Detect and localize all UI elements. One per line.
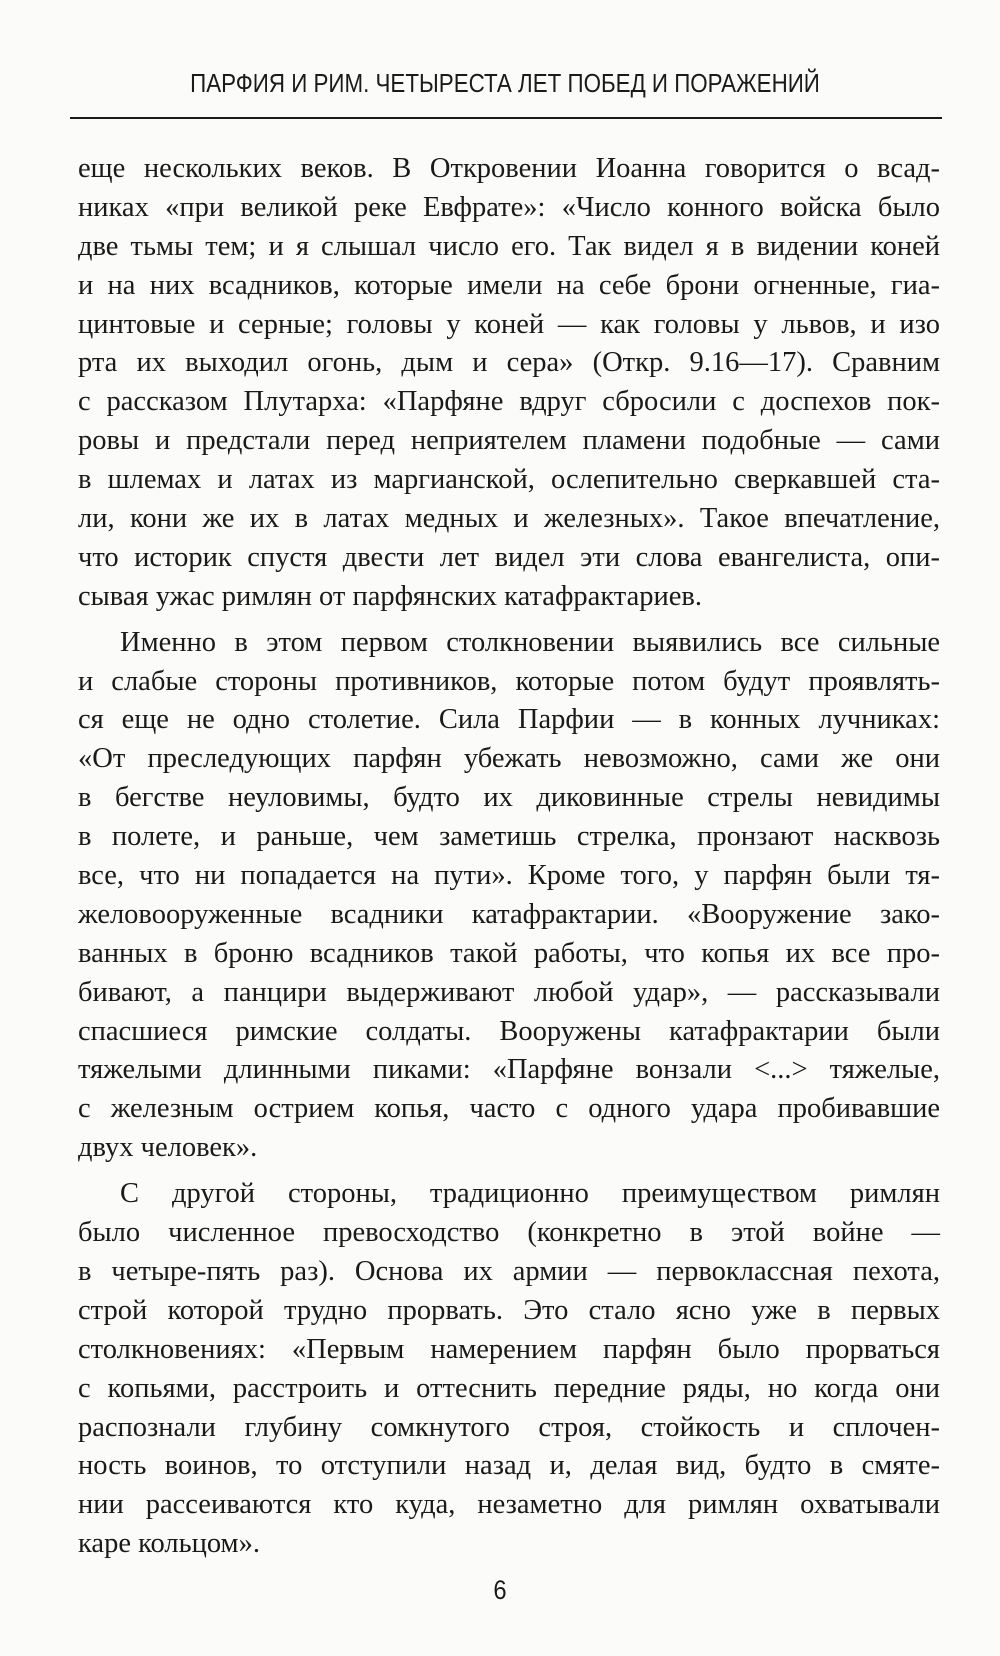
text-line: в шлемах и латах из маргианской, ослепительно сверкавшей ста-: [78, 464, 940, 496]
text-line: бивают, а панцири выдерживают любой удар», — рассказывали: [78, 976, 940, 1008]
text-line: было численное превосходство (конкретно в этой войне —: [78, 1217, 940, 1249]
text-line: С другой стороны, традиционно преимуществом римлян: [120, 1178, 940, 1210]
text-line: «От преследующих парфян убежать невозможно, сами же они: [78, 743, 940, 775]
text-line: цинтовые и серные; головы у коней — как головы у львов, и изо: [78, 308, 940, 340]
text-line: желовооруженные всадники катафрактарии. «Вооружение зако-: [78, 898, 940, 930]
text-line: с железным острием копья, часто с одного удара пробивавшие: [78, 1093, 940, 1125]
text-line: в бегстве неуловимы, будто их диковинные стрелы невидимы: [78, 782, 940, 814]
text-line: ся еще не одно столетие. Сила Парфии — в конных лучниках:: [78, 704, 940, 736]
text-line: ли, кони же их в латах медных и железных». Такое впечатление,: [78, 503, 940, 535]
paragraph-gap: [78, 1168, 940, 1175]
text-line: нии рассеиваются кто куда, незаметно для римлян охватывали: [78, 1489, 940, 1521]
text-line: каре кольцом».: [78, 1528, 260, 1560]
header-rule: [70, 117, 942, 119]
text-line: с рассказом Плутарха: «Парфяне вдруг сбросили с доспехов пок-: [78, 386, 940, 418]
paragraph-gap: [78, 617, 940, 624]
paragraph: [78, 1175, 940, 1564]
text-line: распознали глубину сомкнутого строя, стойкость и сплочен-: [78, 1411, 940, 1443]
text-line: еще нескольких веков. В Откровении Иоанна говорится о всад-: [78, 153, 940, 184]
paragraph: [78, 150, 940, 617]
text-line: и слабые стороны противников, которые потом будут проявлять-: [78, 665, 940, 697]
text-line: с копьями, расстроить и оттеснить передние ряды, но когда они: [78, 1372, 940, 1404]
text-line: ровы и предстали перед неприятелем пламени подобные — сами: [78, 425, 940, 457]
text-line: ность воинов, то отступили назад и, делая вид, будто в смяте-: [78, 1450, 940, 1482]
text-line: никах «при великой реке Евфрате»: «Число конного войска было: [78, 191, 940, 223]
page-number: 6: [493, 1575, 507, 1605]
text-line: тяжелыми длинными пиками: «Парфяне вонзали <...> тяжелые,: [78, 1054, 940, 1086]
body-text: [78, 150, 940, 1564]
text-line: в четыре-пять раз). Основа их армии — первоклассная пехота,: [78, 1255, 940, 1287]
text-line: сывая ужас римлян от парфянских катафрактариев.: [78, 580, 702, 612]
text-line: рта их выходил огонь, дым и сера» (Откр. 9.16—17). Сравним: [78, 347, 940, 379]
text-line: столкновениях: «Первым намерением парфян было прорваться: [78, 1333, 940, 1365]
paragraph: [78, 624, 940, 1168]
text-line: две тьмы тем; и я слышал число его. Так видел я в видении коней: [78, 230, 940, 262]
text-line: и на них всадников, которые имели на себе брони огненные, гиа-: [78, 269, 940, 301]
text-line: двух человек».: [78, 1132, 258, 1164]
text-line: спасшиеся римские солдаты. Вооружены катафрактарии были: [78, 1015, 940, 1047]
text-line: строй которой трудно прорвать. Это стало ясно уже в первых: [78, 1294, 940, 1326]
text-line: что историк спустя двести лет видел эти слова евангелиста, опи-: [78, 541, 940, 573]
text-line: ванных в броню всадников такой работы, что копья их все про-: [78, 937, 940, 969]
text-line: все, что ни попадается на пути». Кроме того, у парфян были тя-: [78, 860, 940, 892]
text-line: в полете, и раньше, чем заметишь стрелка, пронзают насквозь: [78, 821, 940, 853]
running-head: ПАРФИЯ И РИМ. ЧЕТЫРЕСТА ЛЕТ ПОБЕД И ПОРАЖЕНИЙ: [190, 68, 820, 98]
text-line: Именно в этом первом столкновении выявились все сильные: [120, 626, 940, 658]
